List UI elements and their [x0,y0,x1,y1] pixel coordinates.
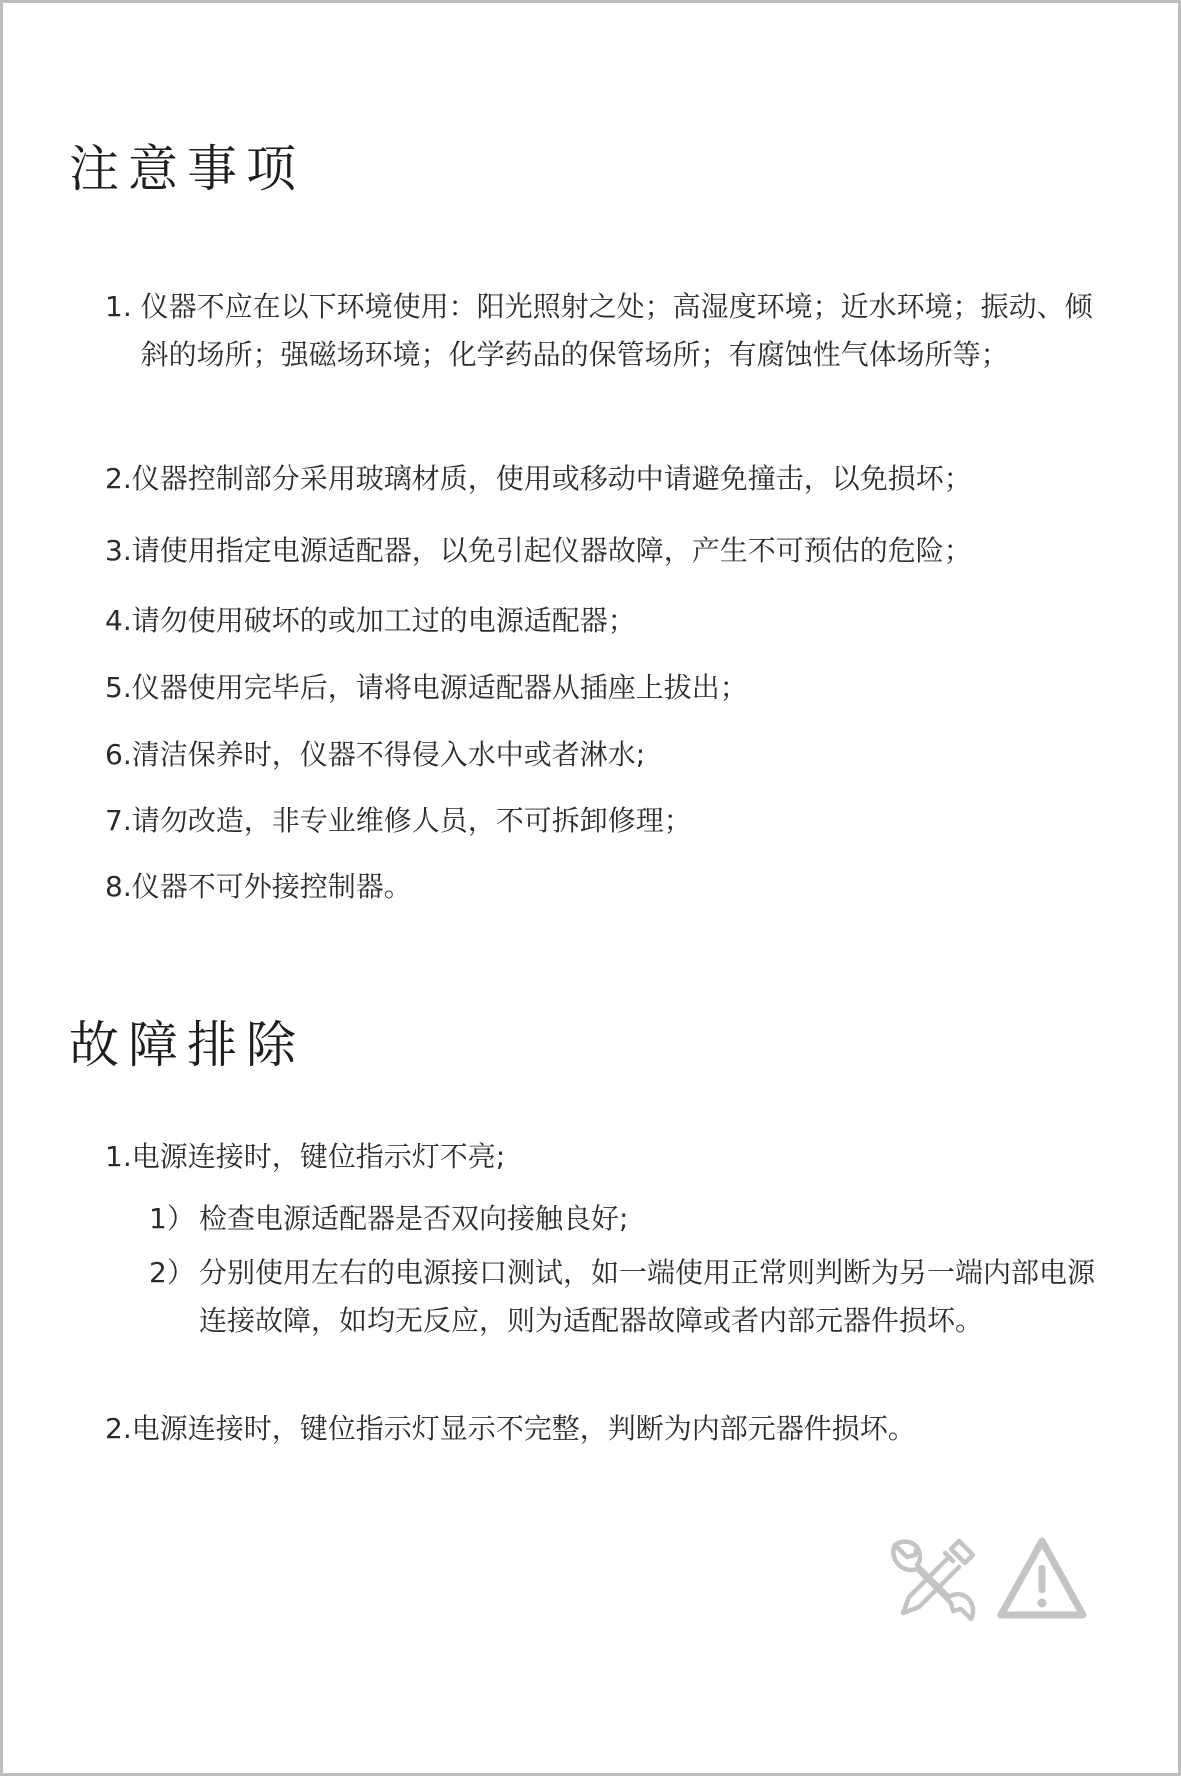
list-number: 1） [149,1202,195,1235]
precaution-item-2 [105,455,1105,503]
precautions-title: 注意事项 [69,140,305,198]
list-number: 1. [105,290,141,323]
list-text: 清洁保养时，仪器不得侵入水中或者淋水; [131,738,646,771]
precaution-item-8 [105,863,1105,911]
precaution-item-6 [105,731,1105,779]
list-number: 2. [105,462,132,495]
list-text: 仪器控制部分采用玻璃材质，使用或移动中请避免撞击，以免损坏； [131,462,972,495]
troubleshooting-item-1 [105,1133,1105,1181]
list-number: 5. [105,671,132,704]
list-text: 仪器不可外接控制器。 [131,870,412,903]
list-text: 请使用指定电源适配器，以免引起仪器故障，产生不可预估的危险； [131,534,972,567]
precaution-item-7 [105,797,1105,845]
list-text: 请勿使用破坏的或加工过的电源适配器； [131,604,636,637]
troubleshooting-item-2 [105,1405,1105,1453]
list-number: 1. [105,1140,132,1173]
list-number: 8. [105,870,132,903]
list-number: 6. [105,738,132,771]
list-number: 2. [105,1412,132,1445]
list-number: 3. [105,534,132,567]
troubleshooting-title: 故障排除 [69,1016,305,1074]
precaution-item-3 [105,527,1105,575]
precaution-item-4 [105,597,1105,645]
list-text: 仪器使用完毕后，请将电源适配器从插座上拔出； [131,671,748,704]
list-number: 4. [105,604,132,637]
list-number: 2） [149,1256,195,1289]
list-text: 仪器不应在以下环境使用：阳光照射之处；高湿度环境；近水环境；振动、倾斜的场所；强磁场环境；化学药品的保管场所；有腐蚀性气体场所等； [140,290,1093,371]
troubleshooting-subitem-2 [149,1249,1105,1345]
list-number: 7. [105,804,132,837]
list-text: 电源连接时，键位指示灯不亮; [131,1140,506,1173]
footer-icons [887,1535,1097,1625]
precaution-item-1 [105,283,1105,379]
list-text: 请勿改造，非专业维修人员，不可拆卸修理； [131,804,692,837]
list-text: 电源连接时，键位指示灯显示不完整，判断为内部元器件损坏。 [131,1412,916,1445]
list-text: 检查电源适配器是否双向接触良好; [199,1202,629,1235]
troubleshooting-subitem-1 [149,1195,1105,1243]
tools-icon [887,1535,979,1625]
precaution-item-5 [105,664,1105,712]
warning-icon [995,1535,1089,1625]
list-text: 分别使用左右的电源接口测试，如一端使用正常则判断为另一端内部电源连接故障，如均无反应，则为适配器故障或者内部元器件损坏。 [199,1256,1096,1337]
